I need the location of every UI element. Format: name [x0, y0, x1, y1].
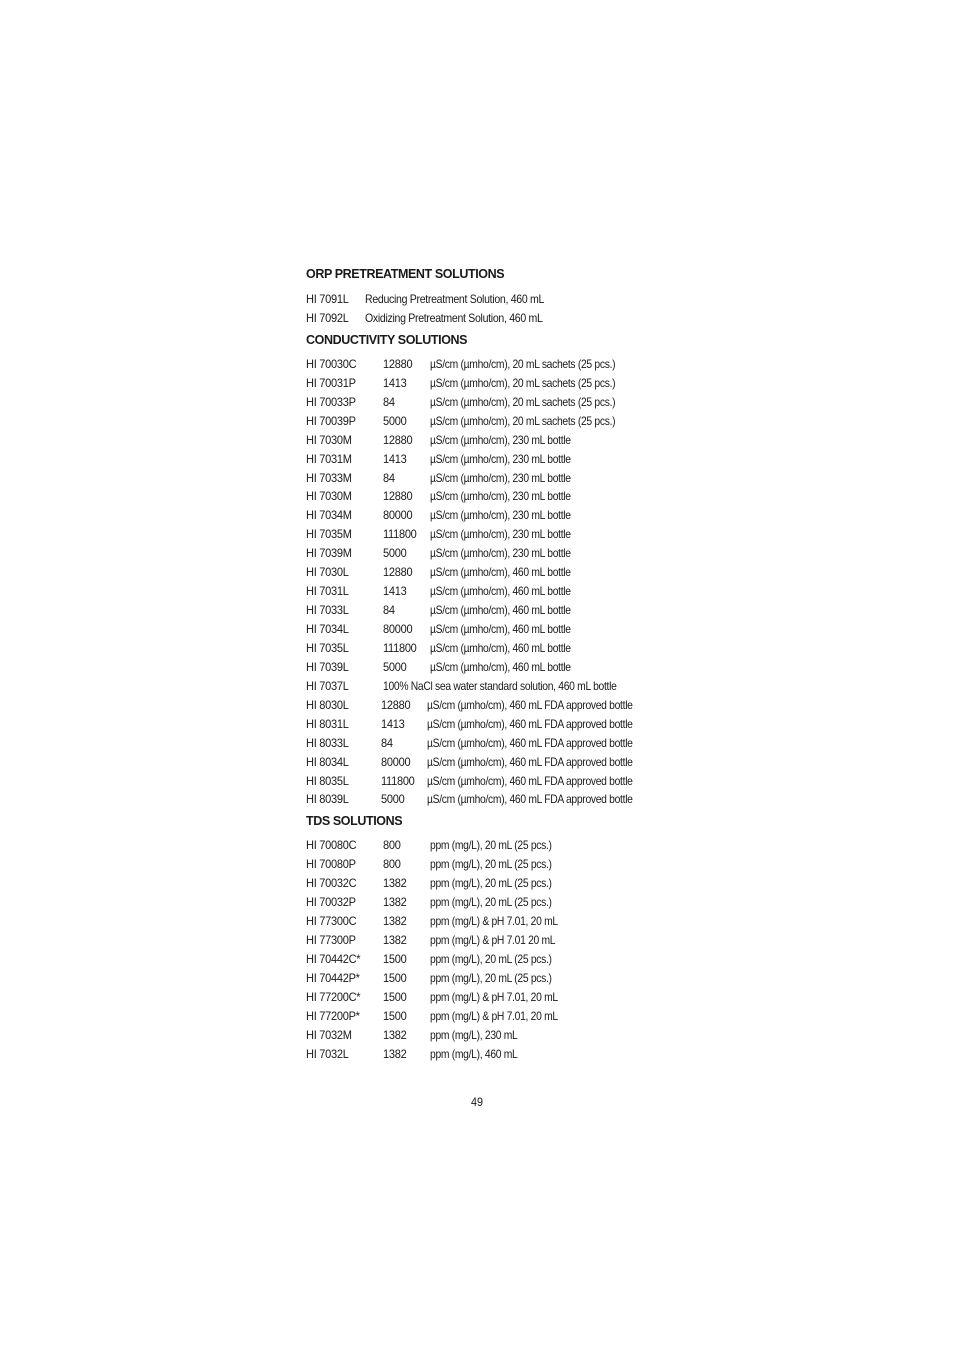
- list-item: [306, 374, 666, 393]
- list-item: [306, 431, 666, 450]
- conductivity-rows: [306, 355, 666, 810]
- product-description: µS/cm (µmho/cm), 230 mL bottle: [430, 470, 571, 485]
- list-item: [306, 790, 666, 809]
- page-number: 49: [470, 1095, 484, 1109]
- solution-value: 111800: [383, 640, 417, 655]
- product-description: µS/cm (µmho/cm), 230 mL bottle: [430, 451, 571, 466]
- list-item: [306, 969, 666, 988]
- list-item: [306, 677, 666, 696]
- orp-rows: [306, 290, 666, 328]
- list-item: [306, 469, 666, 488]
- product-description: µS/cm (µmho/cm), 460 mL FDA approved bottle: [426, 697, 633, 712]
- product-code: HI 7039M: [306, 546, 352, 561]
- list-item: [306, 620, 666, 639]
- product-code: HI 7030L: [306, 565, 349, 580]
- product-code: HI 7030M: [306, 489, 352, 504]
- list-item: [306, 855, 666, 874]
- list-item: [306, 412, 666, 431]
- product-code: HI 7031L: [306, 584, 349, 599]
- product-description: µS/cm (µmho/cm), 460 mL bottle: [430, 565, 571, 580]
- product-description: Oxidizing Pretreatment Solution, 460 mL: [365, 310, 543, 325]
- product-description: ppm (mg/L), 20 mL (25 pcs.): [430, 895, 552, 910]
- product-description: ppm (mg/L), 20 mL (25 pcs.): [430, 876, 552, 891]
- product-description: ppm (mg/L) & pH 7.01, 20 mL: [430, 914, 558, 929]
- product-description: µS/cm (µmho/cm), 460 mL FDA approved bottle: [426, 773, 633, 788]
- list-item: [306, 601, 666, 620]
- product-description: ppm (mg/L), 20 mL (25 pcs.): [430, 857, 552, 872]
- solution-value: 5000: [383, 659, 407, 674]
- product-description: µS/cm (µmho/cm), 460 mL bottle: [430, 584, 571, 599]
- product-code: HI 70039P: [306, 413, 356, 428]
- product-code: HI 7037L: [306, 678, 349, 693]
- list-item: [306, 836, 666, 855]
- section-title-conductivity: CONDUCTIVITY SOLUTIONS: [306, 332, 468, 347]
- solution-value: 800: [383, 857, 401, 872]
- list-item: [306, 355, 666, 374]
- solution-value: 1500: [383, 1008, 407, 1023]
- list-item: [306, 1026, 666, 1045]
- solution-value: 80000: [381, 754, 411, 769]
- solution-value: 5000: [381, 792, 405, 807]
- list-item: [306, 753, 666, 772]
- product-description: 100% NaCl sea water standard solution, 460 mL bottle: [383, 678, 617, 693]
- solution-value: 12880: [383, 356, 413, 371]
- solution-value: 1413: [383, 451, 407, 466]
- solution-value: 1382: [383, 895, 407, 910]
- list-item: [306, 525, 666, 544]
- list-item: [306, 1045, 666, 1064]
- product-code: HI 70080P: [306, 857, 356, 872]
- solution-value: 12880: [383, 432, 413, 447]
- product-code: HI 7091L: [306, 292, 349, 306]
- product-code: HI 7031M: [306, 451, 352, 466]
- solution-value: 84: [383, 603, 395, 618]
- product-code: HI 7033M: [306, 470, 352, 485]
- list-item: [306, 734, 666, 753]
- list-item: [306, 639, 666, 658]
- list-item: [306, 563, 666, 582]
- solution-value: 12880: [383, 565, 413, 580]
- product-description: ppm (mg/L), 20 mL (25 pcs.): [430, 952, 552, 966]
- solution-value: 1382: [383, 1027, 407, 1042]
- product-description: µS/cm (µmho/cm), 230 mL bottle: [430, 489, 571, 504]
- solution-value: 1382: [383, 933, 407, 948]
- product-code: HI 70080C: [306, 838, 357, 853]
- solution-value: 1382: [383, 876, 407, 891]
- product-code: HI 77200C*: [306, 989, 361, 1004]
- product-description: µS/cm (µmho/cm), 460 mL bottle: [430, 659, 571, 674]
- list-item: [306, 931, 666, 950]
- product-description: ppm (mg/L), 230 mL: [430, 1027, 518, 1042]
- solution-value: 5000: [383, 546, 407, 561]
- product-code: HI 7034M: [306, 508, 352, 523]
- solution-value: 84: [383, 470, 395, 485]
- product-code: HI 70442P*: [306, 970, 360, 985]
- list-item: [306, 950, 666, 969]
- product-code: HI 70033P: [306, 394, 356, 409]
- list-item: [306, 658, 666, 677]
- product-code: HI 7030M: [306, 432, 352, 447]
- product-code: HI 70030C: [306, 356, 357, 371]
- product-code: HI 7035M: [306, 527, 352, 542]
- tds-rows: [306, 836, 666, 1063]
- product-code: HI 8039L: [306, 792, 349, 807]
- product-code: HI 7035L: [306, 640, 349, 655]
- product-code: HI 8033L: [306, 735, 349, 750]
- solution-value: 1413: [383, 375, 407, 390]
- product-code: HI 7032M: [306, 1027, 352, 1042]
- solution-value: 1413: [383, 584, 407, 599]
- product-description: µS/cm (µmho/cm), 460 mL FDA approved bottle: [426, 735, 633, 750]
- product-code: HI 7034L: [306, 622, 349, 636]
- product-code: HI 7092L: [306, 310, 349, 325]
- product-description: µS/cm (µmho/cm), 20 mL sachets (25 pcs.): [430, 413, 616, 428]
- product-description: ppm (mg/L), 460 mL: [430, 1046, 518, 1061]
- document-content: [306, 262, 666, 1064]
- product-description: µS/cm (µmho/cm), 230 mL bottle: [430, 508, 571, 523]
- list-item: [306, 874, 666, 893]
- product-description: Reducing Pretreatment Solution, 460 mL: [365, 292, 545, 306]
- product-description: µS/cm (µmho/cm), 20 mL sachets (25 pcs.): [430, 394, 616, 409]
- list-item: [306, 1007, 666, 1026]
- list-item: [306, 582, 666, 601]
- product-code: HI 70442C*: [306, 952, 361, 966]
- list-item: [306, 450, 666, 469]
- product-description: µS/cm (µmho/cm), 460 mL FDA approved bottle: [426, 716, 633, 731]
- solution-value: 12880: [381, 697, 411, 712]
- product-description: ppm (mg/L) & pH 7.01, 20 mL: [430, 989, 558, 1004]
- solution-value: 5000: [383, 413, 407, 428]
- product-description: µS/cm (µmho/cm), 460 mL FDA approved bottle: [426, 792, 633, 807]
- list-item: [306, 696, 666, 715]
- list-item: [306, 487, 666, 506]
- solution-value: 1500: [383, 952, 407, 966]
- section-title-orp: ORP PRETREATMENT SOLUTIONS: [306, 267, 505, 281]
- product-code: HI 7032L: [306, 1046, 349, 1061]
- product-description: µS/cm (µmho/cm), 230 mL bottle: [430, 432, 571, 447]
- list-item: [306, 290, 666, 309]
- product-description: µS/cm (µmho/cm), 460 mL bottle: [430, 622, 571, 636]
- solution-value: 80000: [383, 508, 413, 523]
- product-code: HI 77300P: [306, 933, 356, 948]
- product-code: HI 8035L: [306, 773, 349, 788]
- conductivity-section: [306, 328, 666, 810]
- tds-section: [306, 809, 666, 1063]
- product-code: HI 77200P*: [306, 1008, 360, 1023]
- product-code: HI 7033L: [306, 603, 349, 618]
- solution-value: 84: [383, 394, 395, 409]
- list-item: [306, 506, 666, 525]
- product-description: µS/cm (µmho/cm), 460 mL bottle: [430, 640, 571, 655]
- solution-value: 111800: [381, 773, 415, 788]
- product-code: HI 8030L: [306, 697, 349, 712]
- product-description: ppm (mg/L), 20 mL (25 pcs.): [430, 838, 552, 853]
- list-item: [306, 772, 666, 791]
- list-item: [306, 912, 666, 931]
- product-description: µS/cm (µmho/cm), 20 mL sachets (25 pcs.): [430, 356, 616, 371]
- solution-value: 111800: [383, 527, 417, 542]
- product-description: µS/cm (µmho/cm), 20 mL sachets (25 pcs.): [430, 375, 616, 390]
- product-code: HI 77300C: [306, 914, 357, 929]
- solution-value: 80000: [383, 622, 413, 636]
- product-description: µS/cm (µmho/cm), 460 mL bottle: [430, 603, 571, 618]
- solution-value: 1413: [381, 716, 405, 731]
- solution-value: 800: [383, 838, 401, 853]
- section-title-tds: TDS SOLUTIONS: [306, 814, 403, 829]
- list-item: [306, 309, 666, 328]
- product-code: HI 7039L: [306, 659, 349, 674]
- product-description: µS/cm (µmho/cm), 230 mL bottle: [430, 527, 571, 542]
- solution-value: 1382: [383, 914, 407, 929]
- list-item: [306, 393, 666, 412]
- solution-value: 12880: [383, 489, 413, 504]
- list-item: [306, 544, 666, 563]
- product-code: HI 70032C: [306, 876, 357, 891]
- product-description: ppm (mg/L) & pH 7.01 20 mL: [430, 933, 556, 948]
- solution-value: 1382: [383, 1046, 407, 1061]
- product-description: ppm (mg/L) & pH 7.01, 20 mL: [430, 1008, 558, 1023]
- product-code: HI 8031L: [306, 716, 349, 731]
- solution-value: 1500: [383, 989, 407, 1004]
- product-description: µS/cm (µmho/cm), 460 mL FDA approved bottle: [426, 754, 633, 769]
- list-item: [306, 715, 666, 734]
- product-description: µS/cm (µmho/cm), 230 mL bottle: [430, 546, 571, 561]
- product-code: HI 70031P: [306, 375, 356, 390]
- list-item: [306, 893, 666, 912]
- list-item: [306, 988, 666, 1007]
- orp-section: [306, 262, 666, 328]
- product-code: HI 70032P: [306, 895, 356, 910]
- product-description: ppm (mg/L), 20 mL (25 pcs.): [430, 970, 552, 985]
- product-code: HI 8034L: [306, 754, 349, 769]
- solution-value: 84: [381, 735, 393, 750]
- solution-value: 1500: [383, 970, 407, 985]
